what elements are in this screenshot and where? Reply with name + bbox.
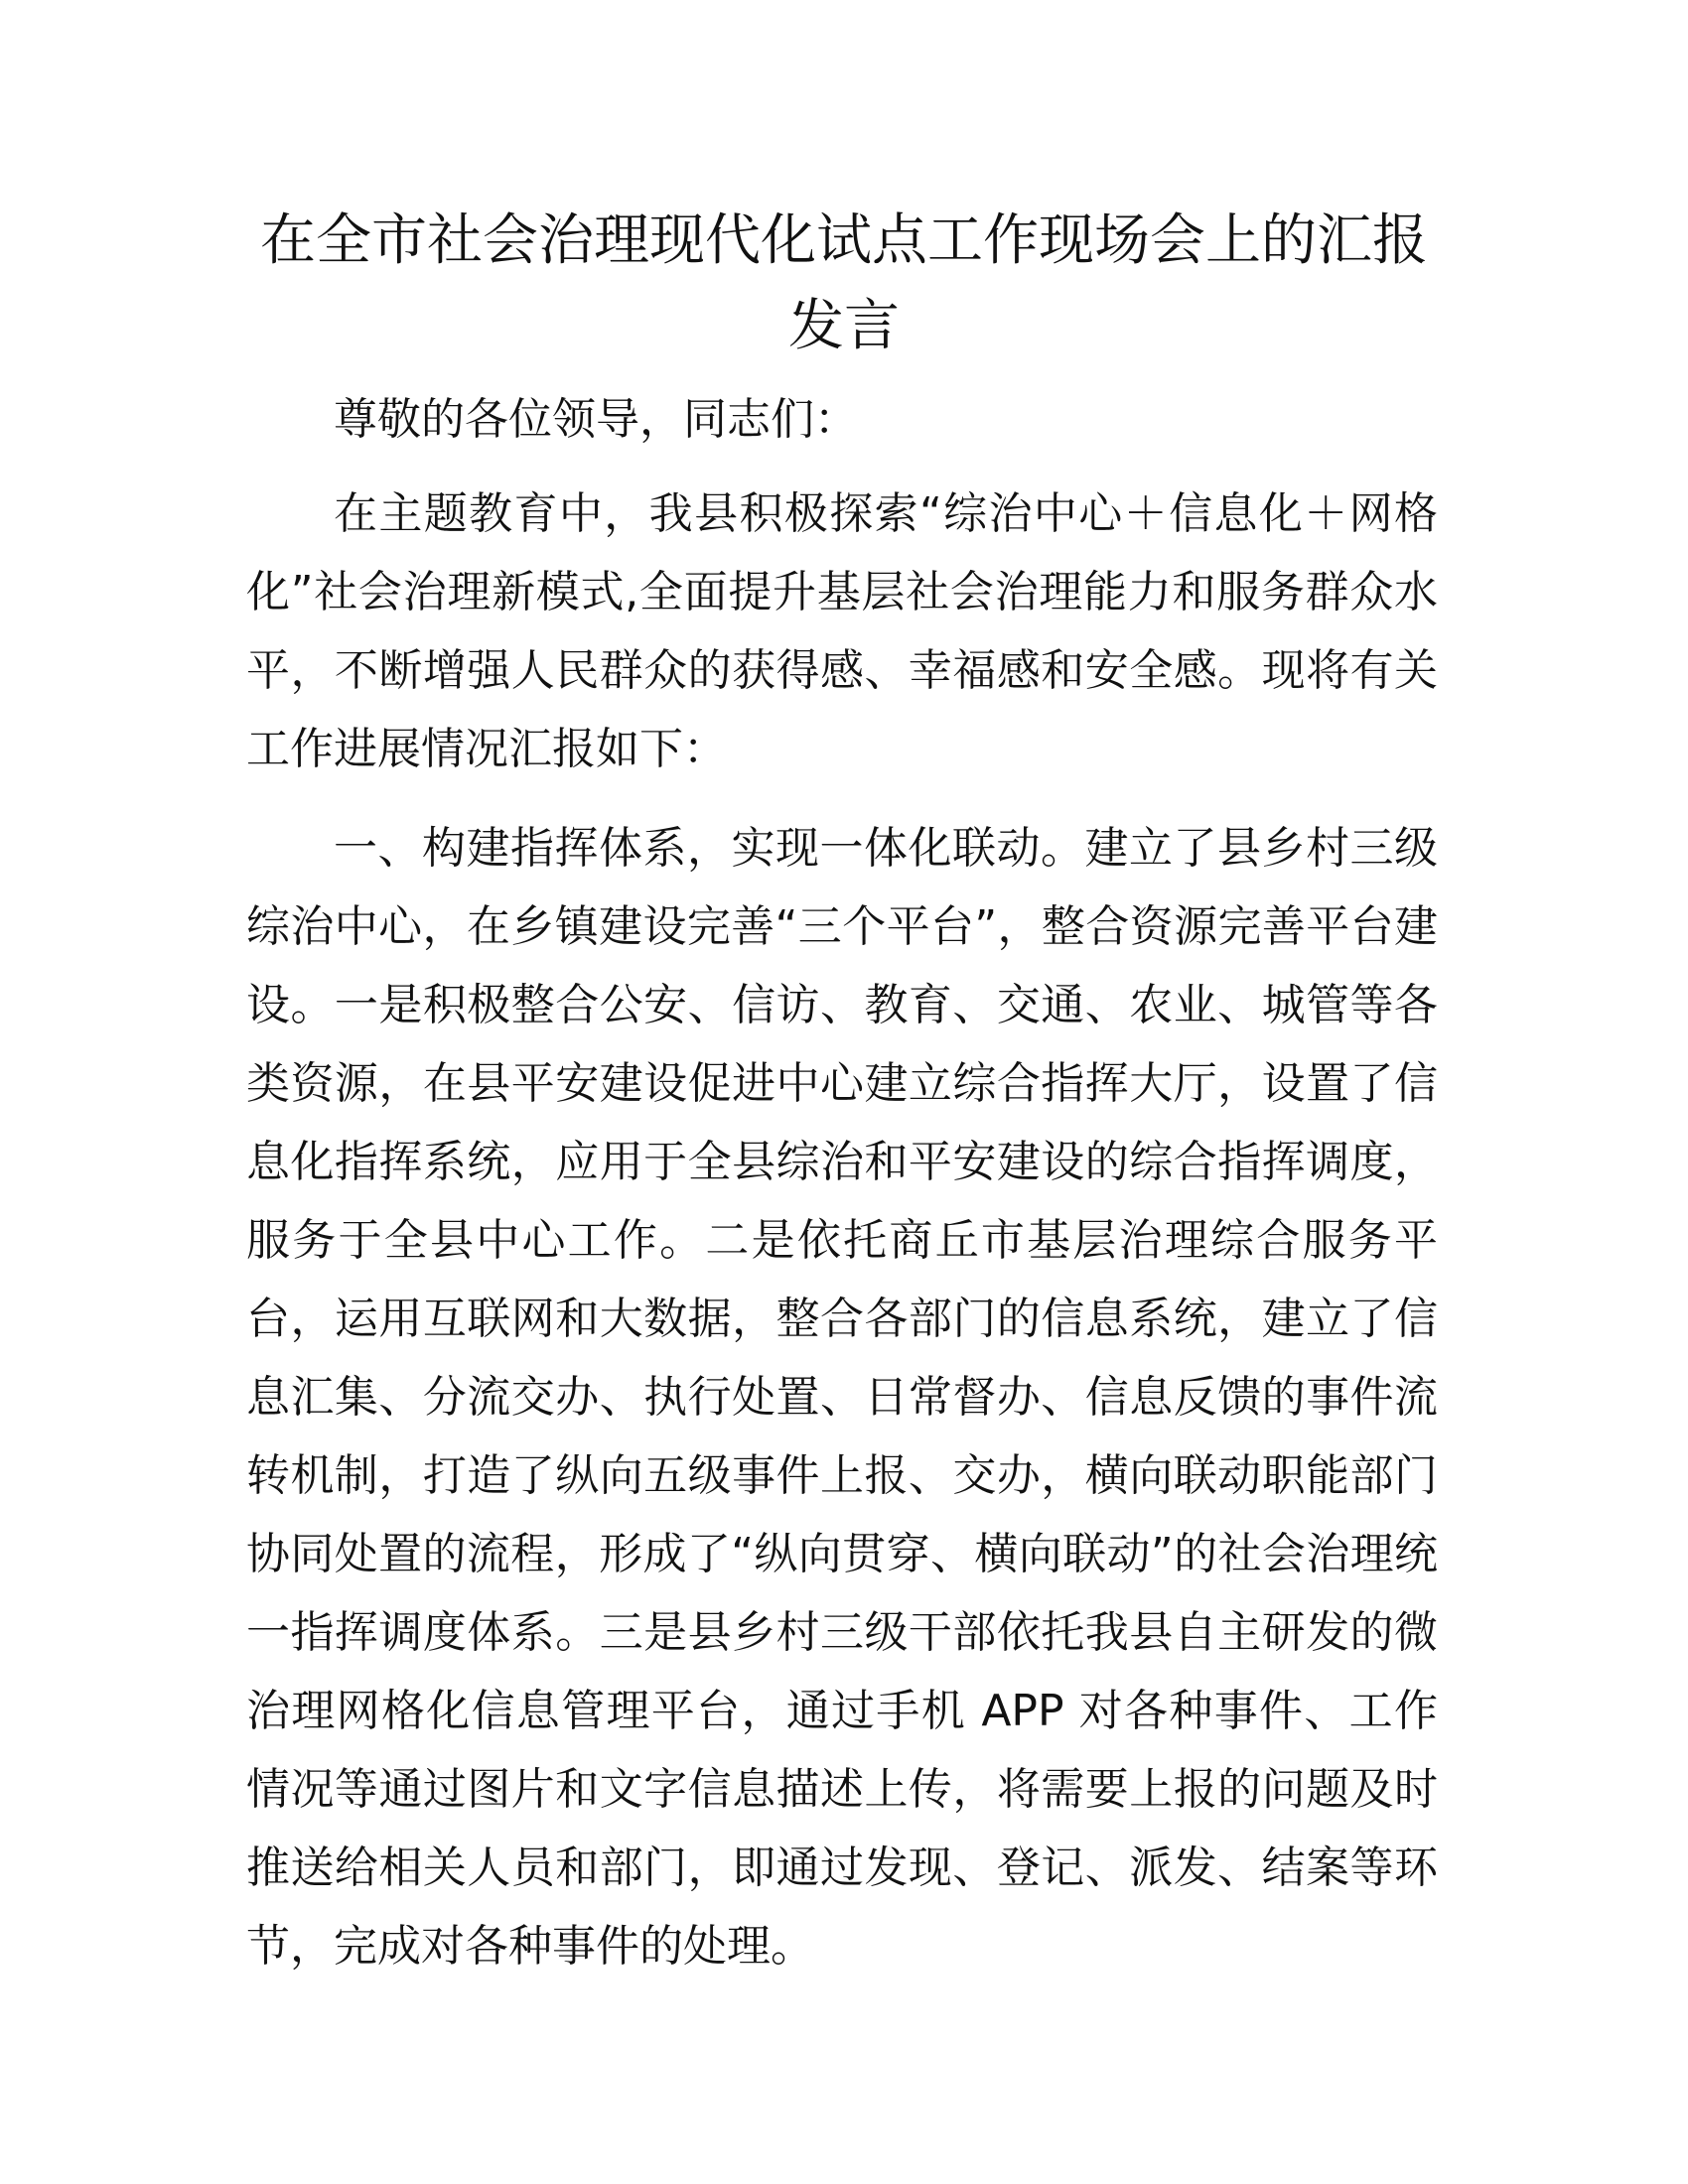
paragraph-intro: 在主题教育中，我县积极探索“综治中心＋信息化＋网格化”社会治理新模式,全面提升基层社会治理能力和服务群众水平，不断增强人民群众的获得感、幸福感和安全感。现将有关工作进展情况汇报如下： (246, 488, 1438, 774)
document-title: 在全市社会治理现代化试点工作现场会上的汇报发言 (260, 208, 1428, 358)
document-body (246, 380, 1438, 2006)
salutation: 尊敬的各位领导，同志们： (334, 394, 858, 445)
paragraph-section-one: 一、构建指挥体系，实现一体化联动。建立了县乡村三级综治中心，在乡镇建设完善“三个平台”，整合资源完善平台建设。一是积极整合公安、信访、教育、交通、农业、城管等各类资源，在县平安建设促进中心建立综合指挥大厅，设置了信息化指挥系统，应用于全县综治和平安建设的综合指挥调度，服务于全县中心工作。二是依托商丘市基层治理综合服务平台，运用互联网和大数据，整合各部门的信息系统，建立了信息汇集、分流交办、执行处置、日常督办、信息反馈的事件流转机制，打造了纵向五级事件上报、交办，横向联动职能部门协同处置的流程，形成了“纵向贯穿、横向联动”的社会治理统一指挥调度体系。三是县乡村三级干部依托我县自主研发的微治理网格化信息管理平台，通过手机 APP 对各种事件、工作情况等通过图片和文字信息描述上传，将需要上报的问题及时推送给相关人员和部门，即通过发现、登记、派发、结案等环节，完成对各种事件的处理。 (246, 823, 1438, 1972)
